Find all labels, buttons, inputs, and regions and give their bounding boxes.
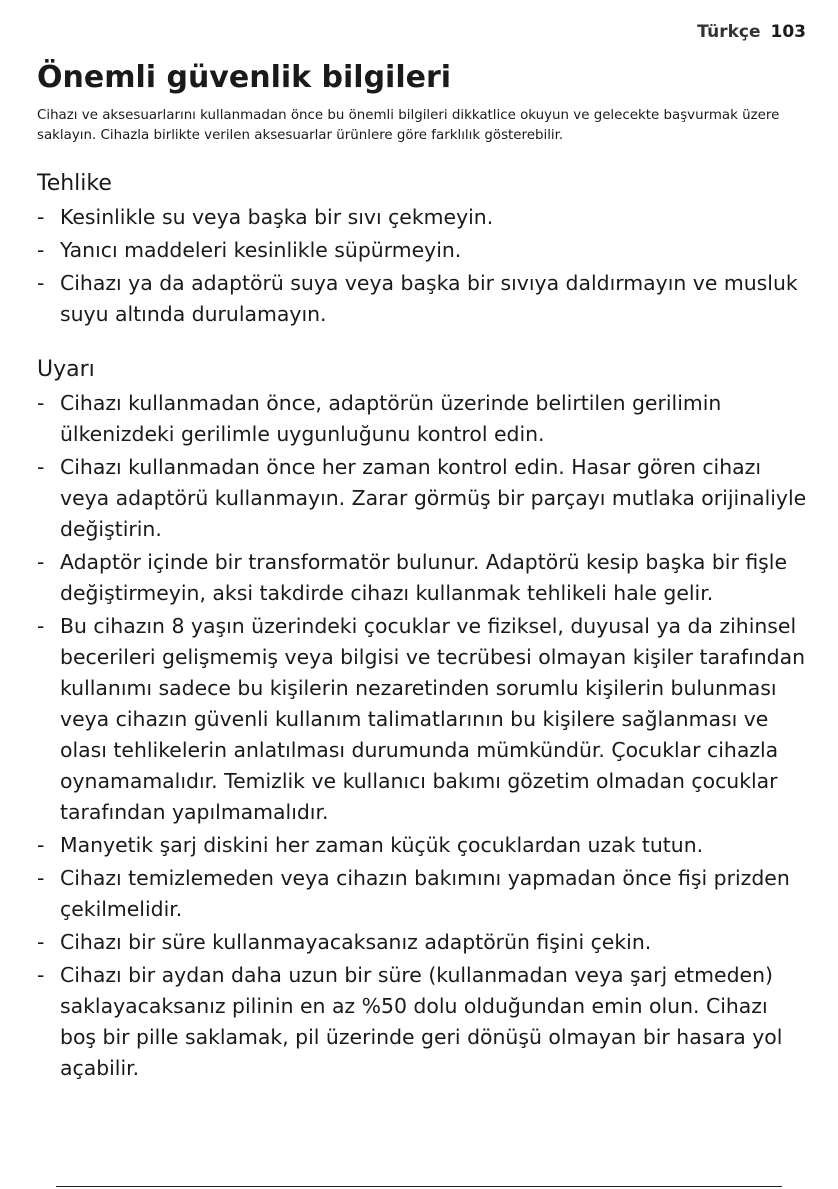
- section-tehlike: [37, 170, 807, 332]
- bullet-dash: -: [37, 391, 45, 415]
- list-item: [37, 830, 807, 861]
- list-item: [37, 960, 807, 1084]
- list-item: [37, 235, 807, 266]
- section-uyari: [37, 356, 807, 1086]
- page-header: [697, 22, 806, 42]
- list-item-text: Cihazı ya da adaptörü suya veya başka bir sıvıya daldırmayın ve musluk suyu altında durulamayın.: [60, 271, 798, 326]
- bullet-dash: -: [37, 866, 45, 890]
- list-item: [37, 268, 807, 330]
- list-item: [37, 547, 807, 609]
- section-heading-tehlike: Tehlike: [37, 171, 112, 196]
- list-item: [37, 388, 807, 450]
- bullet-dash: -: [37, 550, 45, 574]
- bullet-dash: -: [37, 963, 45, 987]
- list-item-text: Cihazı kullanmadan önce, adaptörün üzerinde belirtilen gerilimin ülkenizdeki gerilimle uygunluğunu kontrol edin.: [60, 391, 722, 446]
- page-title: Önemli güvenlik bilgileri: [37, 60, 452, 95]
- list-item-text: Bu cihazın 8 yaşın üzerindeki çocuklar ve fiziksel, duyusal ya da zihinsel becerileri gelişmemiş veya bilgisi ve tecrübesi olmayan kişiler tarafından kullanımı sadece bu kişilerin nezaretinden sorumlu kişilerin bulunması veya cihazın güvenli kullanım talimatlarının bu kişilere sağlanması ve olası tehlikelerin anlatılması durumunda mümkündür. Çocuklar cihazla oynamamalıdır. Temizlik ve kullanıcı bakımı gözetim olmadan çocuklar tarafından yapılmamalıdır.: [60, 614, 806, 824]
- language-label: Türkçe: [697, 22, 761, 42]
- bullet-dash: -: [37, 205, 45, 229]
- bullet-dash: -: [37, 455, 45, 479]
- intro-paragraph: Cihazı ve aksesuarlarını kullanmadan önce bu önemli bilgileri dikkatlice okuyun ve gelecekte başvurmak üzere saklayın. Cihazla birlikte verilen aksesuarlar ürünlere göre farklılık gösterebilir.: [37, 108, 780, 143]
- bullet-dash: -: [37, 833, 45, 857]
- tehlike-list: [37, 202, 807, 330]
- list-item-text: Cihazı kullanmadan önce her zaman kontrol edin. Hasar gören cihazı veya adaptörü kullanmayın. Zarar görmüş bir parçayı mutlaka orijinaliyle değiştirin.: [60, 455, 807, 541]
- list-item: [37, 452, 807, 545]
- list-item-text: Kesinlikle su veya başka bir sıvı çekmeyin.: [60, 205, 494, 229]
- list-item: [37, 863, 807, 925]
- section-heading-uyari: Uyarı: [37, 357, 95, 382]
- bullet-dash: -: [37, 271, 45, 295]
- bullet-dash: -: [37, 614, 45, 638]
- list-item: [37, 611, 807, 828]
- list-item-text: Cihazı bir süre kullanmayacaksanız adaptörün fişini çekin.: [60, 930, 652, 954]
- bullet-dash: -: [37, 930, 45, 954]
- page-number: 103: [770, 22, 806, 42]
- footer-divider: [56, 1186, 782, 1187]
- list-item-text: Manyetik şarj diskini her zaman küçük çocuklardan uzak tutun.: [60, 833, 704, 857]
- uyari-list: [37, 388, 807, 1084]
- list-item-text: Yanıcı maddeleri kesinlikle süpürmeyin.: [60, 238, 462, 262]
- list-item-text: Cihazı bir aydan daha uzun bir süre (kullanmadan veya şarj etmeden) saklayacaksanız pilinin en az %50 dolu olduğundan emin olun. Cihazı boş bir pille saklamak, pil üzerinde geri dönüşü olmayan bir hasara yol açabilir.: [60, 963, 783, 1080]
- list-item: [37, 202, 807, 233]
- list-item-text: Adaptör içinde bir transformatör bulunur. Adaptörü kesip başka bir fişle değiştirmeyin, aksi takdirde cihazı kullanmak tehlikeli hale gelir.: [60, 550, 787, 605]
- bullet-dash: -: [37, 238, 45, 262]
- list-item-text: Cihazı temizlemeden veya cihazın bakımını yapmadan önce fişi prizden çekilmelidir.: [60, 866, 790, 921]
- list-item: [37, 927, 807, 958]
